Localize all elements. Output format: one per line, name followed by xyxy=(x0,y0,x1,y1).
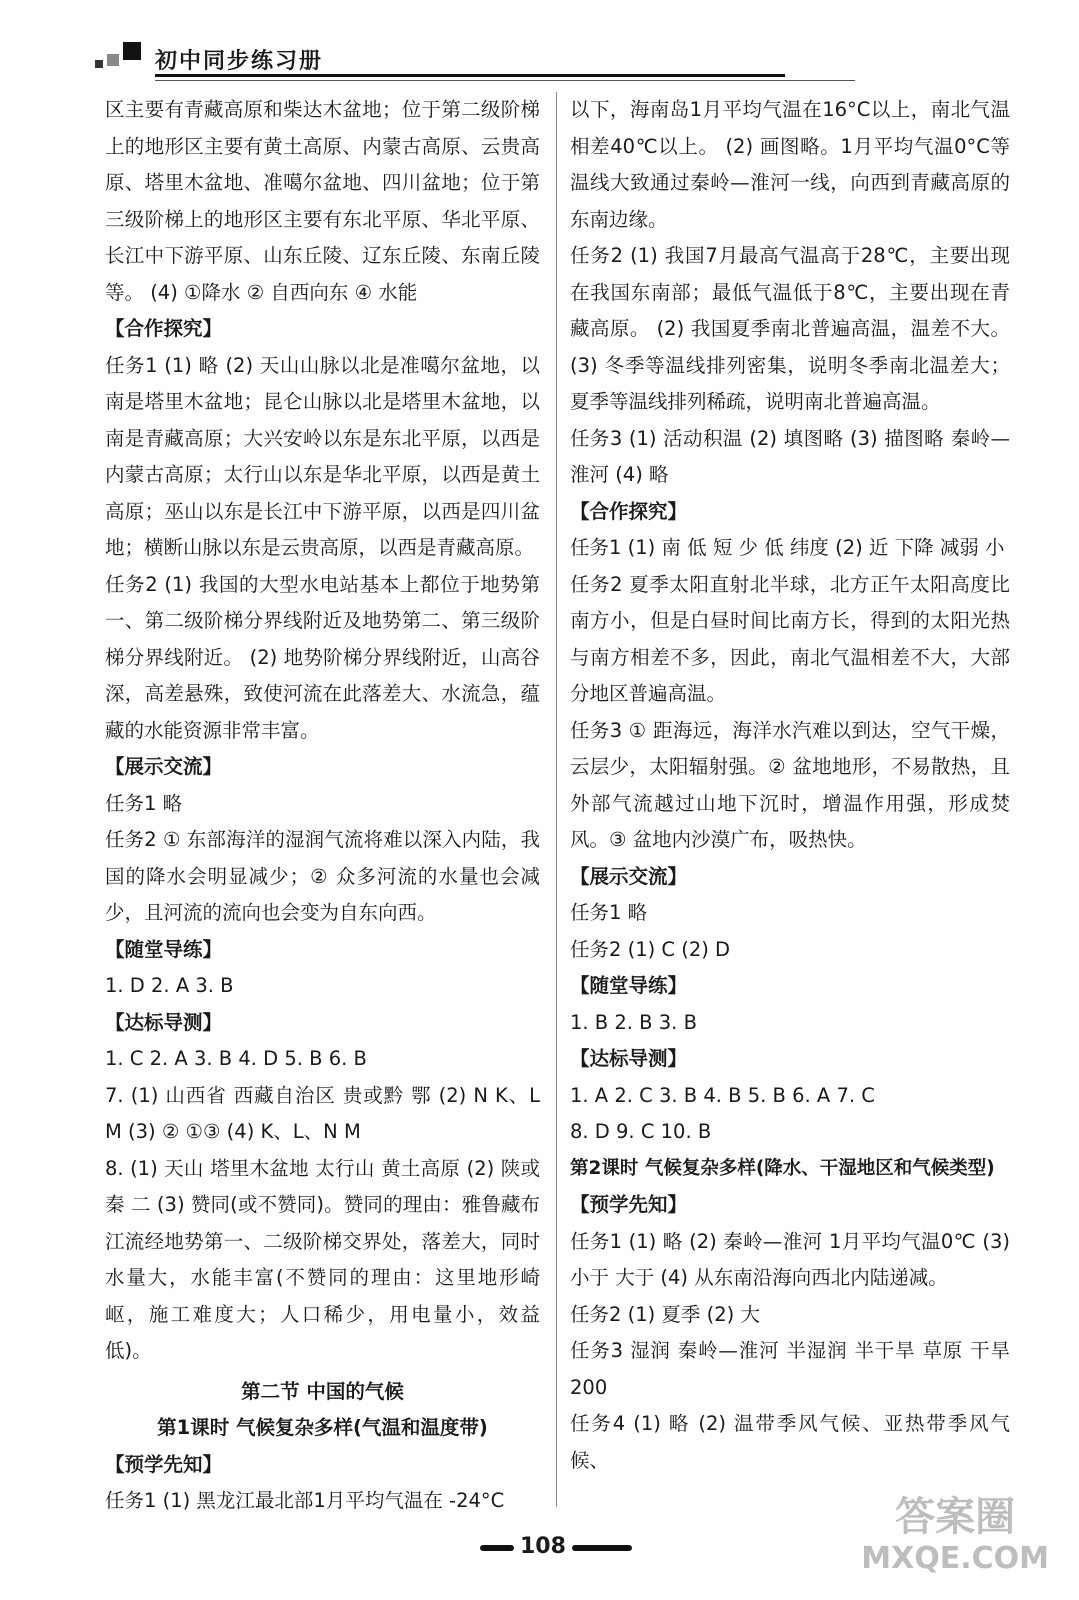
paragraph: 任务2 (1) 我国7月最高气温高于28℃，主要出现在我国东南部；最低气温低于8℃，主要出现在青藏高原。 (2) 我国夏季南北普遍高温，温差不大。(3) 冬季等温线排列密集，说明冬季南北温差大；夏季等温线排列稀疏，说明南北普遍高温。 xyxy=(570,244,1010,413)
header-square-1 xyxy=(95,60,103,68)
paragraph: 以下，海南岛1月平均气温在16°C以上，南北气温相差40℃以上。 (2) 画图略。1月平均气温0°C等温线大致通过秦岭—淮河一线，向西到青藏高原的东南边缘。 xyxy=(570,98,1010,231)
section-heading: 【预学先知】 xyxy=(105,1452,223,1476)
paragraph: 任务1 (1) 黑龙江最北部1月平均气温在 -24°C xyxy=(105,1489,505,1512)
paragraph: 任务4 (1) 略 (2) 温带季风气候、亚热带季风气候、 xyxy=(570,1412,1010,1472)
section-heading: 【合作探究】 xyxy=(570,499,688,523)
paragraph: 任务2 (1) C (2) D xyxy=(570,937,731,961)
section-heading: 【预学先知】 xyxy=(570,1193,688,1216)
paragraph: 任务3 ① 距海远，海洋水汽难以到达，空气干燥，云层少，太阳辐射强。② 盆地地形，不易散热，且外部气流越过山地下沉时，增温作用强，形成焚风。③ 盆地内沙漠广布，吸热快。 xyxy=(570,718,1010,851)
paragraph: 7. (1) 山西省 西藏自治区 贵或黔 鄂 (2) N K、L M (3) ② ①③ (4) K、L、N M xyxy=(105,1083,540,1143)
answer-line: 8. D 9. C 10. B xyxy=(570,1120,712,1143)
header-rule-thin xyxy=(155,80,855,81)
paragraph: 任务1 (1) 略 (2) 秦岭—淮河 1月平均气温0℃ (3) 小于 大于 (4) 从东南沿海向西北内陆递减。 xyxy=(570,1229,1010,1289)
answer-line: 1. A 2. C 3. B 4. B 5. B 6. A 7. C xyxy=(570,1083,875,1107)
paragraph: 任务2 夏季太阳直射北半球，北方正午太阳高度比南方小，但是白昼时间比南方长，得到的太阳光热与南方相差不多，因此，南北气温相差不大，大部分地区普遍高温。 xyxy=(570,572,1010,705)
answer-line: 1. C 2. A 3. B 4. D 5. B 6. B xyxy=(105,1047,367,1070)
header-square-2 xyxy=(107,54,119,66)
section-heading: 【展示交流】 xyxy=(105,755,223,778)
section-heading: 【合作探究】 xyxy=(105,317,223,340)
header-square-3 xyxy=(123,42,141,60)
header-title: 初中同步练习册 xyxy=(155,49,324,74)
paragraph: 任务2 (1) 夏季 (2) 大 xyxy=(570,1302,760,1326)
left-column xyxy=(105,92,540,1520)
watermark xyxy=(861,1496,1049,1580)
lesson-title: 第1课时 气候复杂多样(气温和温度带) xyxy=(157,1416,488,1439)
lesson-title: 第2课时 气候复杂多样(降水、干湿地区和气候类型) xyxy=(570,1157,995,1179)
paragraph: 8. (1) 天山 塔里木盆地 太行山 黄土高原 (2) 陕或秦 二 (3) 赞同(或不赞同)。赞同的理由：雅鲁藏布江流经地势第一、二级阶梯交界处，落差大，同时水量大，水能丰富(不赞同的理由：这里地形崎岖，施工难度大；人口稀少，用电量小，效益低)。 xyxy=(105,1156,540,1362)
paragraph: 区主要有青藏高原和柴达木盆地；位于第二级阶梯上的地形区主要有黄土高原、内蒙古高原、云贵高原、塔里木盆地、准噶尔盆地、四川盆地；位于第三级阶梯上的地形区主要有东北平原、华北平原、长江中下游平原、山东丘陵、辽东丘陵、东南丘陵等。 (4) ①降水 ② 自西向东 ④ 水能 xyxy=(105,98,540,304)
header-rule xyxy=(155,74,785,77)
section-title: 第二节 中国的气候 xyxy=(241,1379,404,1403)
paragraph: 任务1 (1) 略 (2) 天山山脉以北是准噶尔盆地，以南是塔里木盆地；昆仑山脉以北是塔里木盆地，以南是青藏高原；大兴安岭以东是东北平原，以西是内蒙古高原；太行山以东是华北平原，以西是黄土高原；巫山以东是长江中下游平原，以西是四川盆地；横断山脉以东是云贵高原，以西是青藏高原。 xyxy=(105,353,540,559)
footer-bar-right xyxy=(572,1545,632,1551)
paragraph: 任务3 湿润 秦岭—淮河 半湿润 半干旱 草原 干旱 200 xyxy=(570,1339,1010,1399)
section-heading: 【达标导测】 xyxy=(570,1047,688,1070)
page-header xyxy=(95,38,795,78)
watermark-top: 答案圈 xyxy=(895,1494,1016,1540)
answer-line: 1. B 2. B 3. B xyxy=(570,1010,697,1034)
watermark-bottom: MXQE.COM xyxy=(861,1541,1049,1576)
page-number: 108 xyxy=(520,1534,566,1559)
paragraph: 任务2 (1) 我国的大型水电站基本上都位于地势第一、第二级阶梯分界线附近及地势第二、第三级阶梯分界线附近。 (2) 地势阶梯分界线附近，山高谷深，高差悬殊，致使河流在此落差大、水流急，蕴藏的水能资源非常丰富。 xyxy=(105,572,540,742)
section-heading: 【展示交流】 xyxy=(570,864,688,888)
paragraph: 任务1 略 xyxy=(105,791,183,815)
section-heading: 【达标导测】 xyxy=(105,1010,223,1034)
section-heading: 【随堂导练】 xyxy=(570,974,688,997)
answer-line: 1. D 2. A 3. B xyxy=(105,974,234,997)
column-divider xyxy=(556,92,557,1507)
paragraph: 任务1 (1) 南 低 短 少 低 纬度 (2) 近 下降 减弱 小 xyxy=(570,536,1005,559)
paragraph: 任务1 略 xyxy=(570,901,648,924)
footer-bar-left xyxy=(480,1545,514,1551)
section-heading: 【随堂导练】 xyxy=(105,937,223,961)
right-column xyxy=(570,92,1010,1479)
paragraph: 任务3 (1) 活动积温 (2) 填图略 (3) 描图略 秦岭—淮河 (4) 略 xyxy=(570,426,1010,486)
paragraph: 任务2 ① 东部海洋的湿润气流将难以深入内陆，我国的降水会明显减少；② 众多河流的水量也会减少，且河流的流向也会变为自东向西。 xyxy=(105,828,540,924)
